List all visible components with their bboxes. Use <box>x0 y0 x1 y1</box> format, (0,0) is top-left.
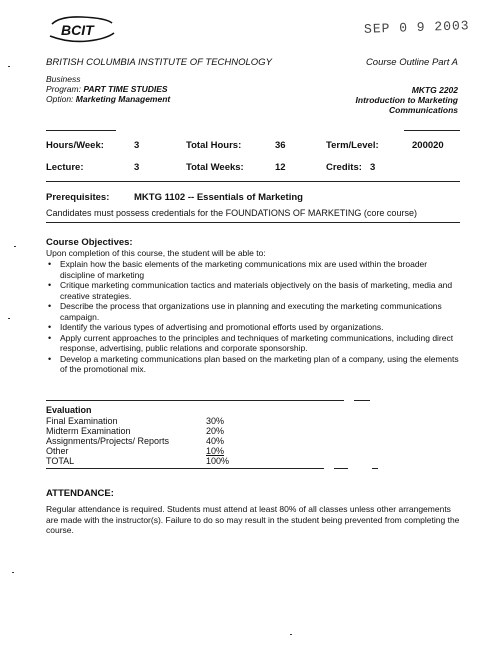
term-label: Term/Level: <box>326 140 379 151</box>
course-block <box>300 85 458 115</box>
list-item: • Explain how the basic elements of the marketing communications mix are used within the broader discipline of marketing <box>46 259 460 280</box>
evaluation-pct: 20% <box>206 426 225 436</box>
evaluation-label: TOTAL <box>46 456 75 466</box>
hours-week-value: 3 <box>134 140 140 151</box>
course-title-line1: Introduction to Marketing <box>355 95 458 105</box>
option-value: Marketing Management <box>75 94 171 104</box>
evaluation-label: Assignments/Projects/ Reports <box>46 436 170 446</box>
attendance-heading: ATTENDANCE: <box>46 488 114 499</box>
lecture-value: 3 <box>134 162 140 173</box>
option-line <box>46 94 170 104</box>
evaluation-pct: 30% <box>206 416 225 426</box>
scan-speck <box>14 246 16 247</box>
course-code: MKTG 2202 <box>411 85 458 95</box>
prereq-value: MKTG 1102 -- Essentials of Marketing <box>134 192 303 203</box>
divider <box>46 222 460 223</box>
option-label: Option: <box>46 94 74 104</box>
logo-text: BCIT <box>61 22 94 38</box>
candidates-note: Candidates must possess credentials for the FOUNDATIONS OF MARKETING (core course) <box>46 208 417 218</box>
evaluation-label: Final Examination <box>46 416 118 426</box>
course-title-line2: Communications <box>389 105 458 115</box>
scan-speck <box>8 66 10 67</box>
evaluation-pct: 40% <box>206 436 225 446</box>
credits-label: Credits: <box>326 162 362 173</box>
scan-speck <box>8 318 10 319</box>
program-label: Program: <box>46 84 81 94</box>
evaluation-pct: 10% <box>206 446 225 456</box>
department: Business <box>46 74 81 84</box>
objectives-intro: Upon completion of this course, the student will be able to: <box>46 248 266 258</box>
divider-segment <box>46 130 116 131</box>
scan-speck <box>290 634 292 635</box>
divider-segment <box>334 468 348 469</box>
total-weeks-value: 12 <box>275 162 286 173</box>
objectives-heading: Course Objectives: <box>46 237 133 248</box>
total-weeks-label: Total Weeks: <box>186 162 244 173</box>
total-hours-value: 36 <box>275 140 286 151</box>
credits-value: 3 <box>370 162 376 173</box>
lecture-label: Lecture: <box>46 162 84 173</box>
hours-week-label: Hours/Week: <box>46 140 104 151</box>
divider <box>46 468 324 469</box>
program-line <box>46 84 170 94</box>
evaluation-pct: 100% <box>206 456 230 466</box>
term-value: 200020 <box>412 140 444 151</box>
divider <box>46 400 344 401</box>
evaluation-label: Midterm Examination <box>46 426 131 436</box>
evaluation-heading: Evaluation <box>46 405 92 415</box>
list-item: • Describe the process that organizations use in planning and executing the marketing communications campaign. <box>46 301 460 322</box>
outline-title: Course Outline Part A <box>365 57 458 68</box>
scan-speck <box>12 572 14 573</box>
objectives-list <box>46 259 460 375</box>
list-item: • Apply current approaches to the principles and techniques of marketing communications, including direct response, advertising, public relations and corporate sponsorship. <box>46 333 460 354</box>
divider-segment <box>354 400 370 401</box>
list-item: • Develop a marketing communications plan based on the marketing plan of a company, using the elements of the promotional mix. <box>46 354 460 375</box>
institute-name: BRITISH COLUMBIA INSTITUTE OF TECHNOLOGY <box>46 57 272 68</box>
divider-segment <box>404 130 460 131</box>
department-block <box>46 74 170 104</box>
prereq-label: Prerequisites: <box>46 192 110 203</box>
bcit-logo <box>48 14 116 44</box>
program-value: PART TIME STUDIES <box>83 84 168 94</box>
evaluation-label: Other <box>46 446 69 456</box>
divider <box>46 181 460 182</box>
list-item: • Identify the various types of advertising and promotional efforts used by organizations. <box>46 322 460 333</box>
attendance-text: Regular attendance is required. Students must attend at least 80% of all classes unless other arrangements are made with the instructor(s). Failure to do so may result in the student being prevented from completing the course. <box>46 504 460 535</box>
total-hours-label: Total Hours: <box>186 140 242 151</box>
list-item: • Critique marketing communication tactics and materials objectively on the basis of marketing, media and creative strategies. <box>46 280 460 301</box>
date-stamp: SEP 0 9 2003 <box>363 18 470 37</box>
prerequisites <box>46 192 303 203</box>
divider-segment <box>372 468 378 469</box>
